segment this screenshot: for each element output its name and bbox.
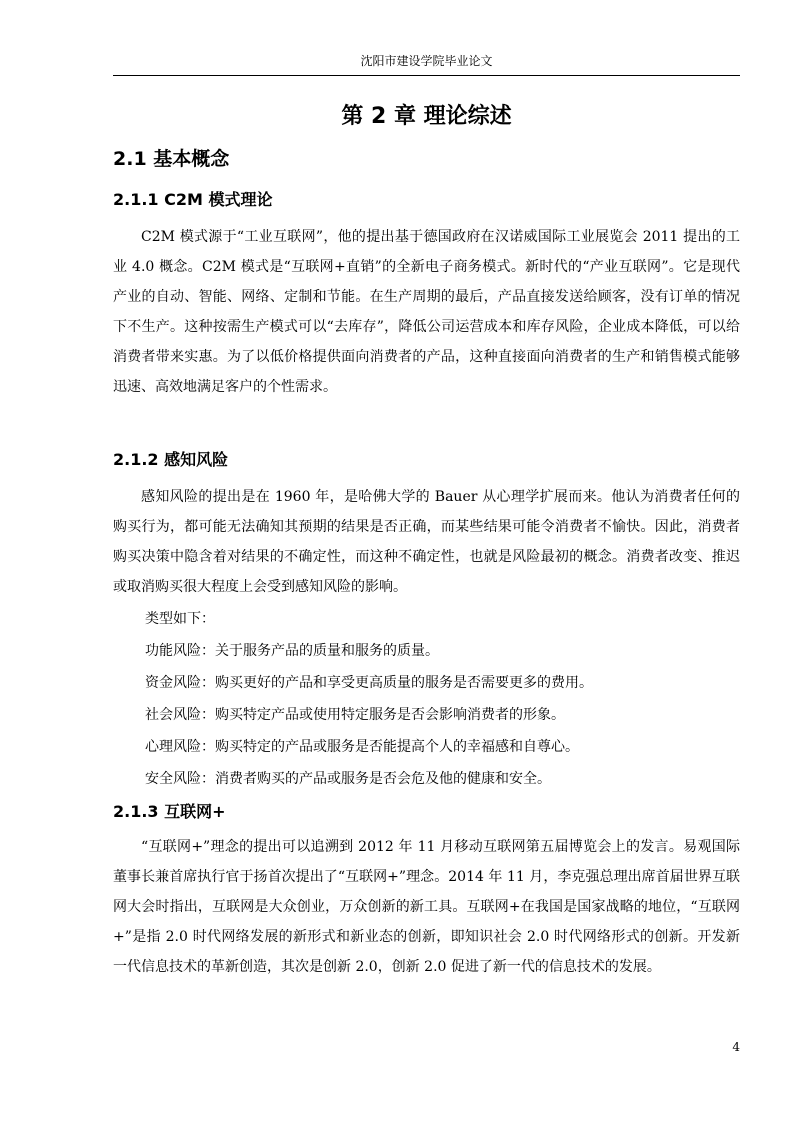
header-divider [113, 75, 740, 76]
chapter-title: 第 2 章 理论综述 [341, 104, 512, 129]
page-number: 4 [732, 1040, 740, 1054]
risk-types-intro: 类型如下： [145, 611, 215, 627]
section-heading-2-1-3: 2.1.3 互联网+ [113, 802, 226, 821]
paragraph-c2m: C2M 模式源于“工业互联网”，他的提出基于德国政府在汉诺威国际工业展览会 2011 提出的工业 4.0 概念。C2M 模式是“互联网+直销”的全新电子商务模式。新时代的“产业互联网”。它是现代产业的自动、智能、网络、定制和节能。在生产周期的最后，产品直接发送给顾客，没有订单的情况下不生产。这种按需生产模式可以“去库存”，降低公司运营成本和库存风险，企业成本降低，可以给消费者带来实惠。为了以低价格提供面向消费者的产品，这种直接面向消费者的生产和销售模式能够迅速、高效地满足客户的个性需求。 [113, 229, 740, 395]
risk-item-social: 社会风险：购买特定产品或使用特定服务是否会影响消费者的形象。 [145, 707, 565, 723]
risk-item-functional: 功能风险：关于服务产品的质量和服务的质量。 [145, 643, 439, 659]
section-heading-2-1-2: 2.1.2 感知风险 [113, 450, 229, 469]
paragraph-perceived-risk: 感知风险的提出是在 1960 年，是哈佛大学的 Bauer 从心理学扩展而来。他认为消费者任何的购买行为，都可能无法确知其预期的结果是否正确，而某些结果可能令消费者不愉快。因此，消费者购买决策中隐含着对结果的不确定性，而这种不确定性，也就是风险最初的概念。消费者改变、推迟或取消购买很大程度上会受到感知风险的影响。 [113, 489, 740, 595]
section-heading-2-1: 2.1 基本概念 [113, 148, 230, 170]
risk-item-financial: 资金风险：购买更好的产品和享受更高质量的服务是否需要更多的费用。 [145, 675, 593, 691]
paragraph-internet-plus: “互联网+”理念的提出可以追溯到 2012 年 11 月移动互联网第五届博览会上的发言。易观国际董事长兼首席执行官于扬首次提出了“互联网+”理念。2014 年 11 月，李克强总理出席首届世界互联网大会时指出，互联网是大众创业，万众创新的新工具。互联网+在我国是国家战略的地位，“互联网+”是指 2.0 时代网络发展的新形式和新业态的创新，即知识社会 2.0 时代网络形式的创新。开发新一代信息技术的革新创造，其次是创新 2.0，创新 2.0 促进了新一代的信息技术的发展。 [113, 839, 740, 975]
risk-item-safety: 安全风险：消费者购买的产品或服务是否会危及他的健康和安全。 [145, 771, 551, 787]
risk-item-psychological: 心理风险：购买特定的产品或服务是否能提高个人的幸福感和自尊心。 [145, 739, 579, 755]
section-heading-2-1-1: 2.1.1 C2M 模式理论 [113, 190, 273, 209]
running-header: 沈阳市建设学院毕业论文 [360, 54, 493, 68]
